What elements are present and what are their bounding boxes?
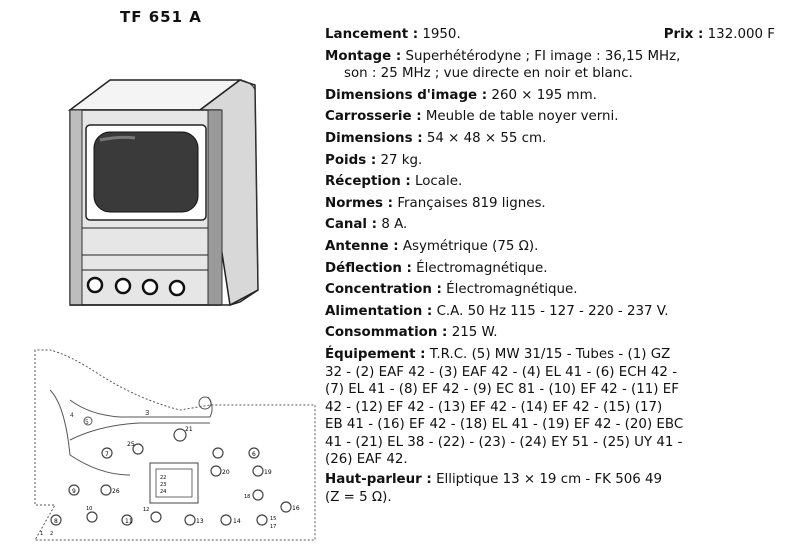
svg-text:19: 19 (264, 469, 272, 476)
svg-text:12: 12 (143, 507, 150, 513)
equipment-line: 41 - (21) EL 38 - (22) - (23) - (24) EY 51 - (25) UY 41 - (325, 434, 683, 450)
spec-label: Consommation : (325, 325, 448, 341)
equipment-line: T.R.C. (5) MW 31/15 - Tubes - (1) GZ (429, 346, 671, 362)
launch-label: Lancement : (325, 27, 419, 42)
equipment-line: 42 - (12) EF 42 - (13) EF 42 - (14) EF 42 - (15) (17) (325, 399, 663, 415)
svg-text:4: 4 (70, 412, 74, 419)
price-value: 132.000 F (707, 27, 775, 42)
speaker-line-1: Elliptique 13 × 19 cm - FK 506 49 (436, 472, 663, 488)
svg-text:10: 10 (86, 506, 93, 512)
svg-text:8: 8 (54, 518, 58, 525)
svg-text:26: 26 (112, 488, 120, 495)
spec-label: Déflection : (325, 260, 412, 276)
svg-text:2: 2 (50, 531, 54, 537)
svg-text:18: 18 (244, 494, 251, 500)
spec-value: Meuble de table noyer verni. (425, 109, 619, 125)
launch-row (325, 24, 775, 46)
spec-row-dimensions (325, 128, 775, 150)
spec-row-antenna (325, 236, 775, 258)
equipment-row (325, 346, 775, 469)
spec-label: Dimensions : (325, 130, 423, 146)
svg-text:3: 3 (145, 409, 150, 417)
svg-text:9: 9 (72, 488, 76, 495)
svg-text:24: 24 (160, 489, 167, 495)
svg-text:11: 11 (125, 518, 133, 525)
spec-label: Antenne : (325, 238, 399, 254)
model-title: TF 651 A (120, 8, 202, 26)
spec-value: Électromagnétique. (416, 260, 548, 276)
equipment-line: EB 41 - (16) EF 42 - (18) EL 41 - (19) EF 42 - (20) EBC (325, 417, 684, 433)
equipment-line: (26) EAF 42. (325, 452, 408, 468)
launch-value: 1950. (422, 27, 461, 42)
spec-label: Normes : (325, 195, 394, 211)
spec-row-channel (325, 214, 775, 236)
svg-text:7: 7 (105, 451, 109, 458)
spec-label: Alimentation : (325, 303, 433, 319)
svg-text:23: 23 (160, 482, 167, 488)
spec-label: Réception : (325, 174, 411, 190)
svg-text:15: 15 (270, 516, 277, 522)
spec-value: 260 × 195 mm. (491, 87, 597, 103)
spec-row-cabinet (325, 106, 775, 128)
spec-value: Électromagnétique. (446, 282, 578, 298)
equipment-line: (7) EL 41 - (8) EF 42 - (9) EC 81 - (10) EF 42 - (11) EF (325, 382, 679, 398)
svg-text:21: 21 (185, 426, 193, 433)
chassis-layout-diagram (30, 345, 320, 545)
spec-value: Locale. (415, 174, 463, 190)
spec-row-deflection (325, 258, 775, 280)
spec-value: Françaises 819 lignes. (397, 195, 546, 211)
spec-value: 54 × 48 × 55 cm. (426, 130, 547, 146)
montage-line-2: son : 25 MHz ; vue directe en noir et blanc. (344, 66, 633, 82)
svg-text:1: 1 (40, 531, 44, 537)
speaker-line-2: (Z = 5 Ω). (325, 489, 392, 505)
equipment-line: 32 - (2) EAF 42 - (3) EAF 42 - (4) EL 41 - (6) ECH 42 - (325, 364, 678, 380)
svg-text:20: 20 (222, 469, 230, 476)
svg-text:14: 14 (233, 518, 241, 525)
spec-label: Canal : (325, 217, 378, 233)
spec-row-consumption (325, 322, 775, 344)
svg-text:17: 17 (270, 524, 277, 530)
spec-label: Carrosserie : (325, 109, 422, 125)
specifications-block (325, 24, 775, 508)
equipment-label: Équipement : (325, 346, 426, 362)
spec-row-standards (325, 193, 775, 215)
svg-text:22: 22 (160, 475, 167, 481)
spec-value: Asymétrique (75 Ω). (402, 238, 539, 254)
spec-row-image-dimensions (325, 85, 775, 107)
price-label: Prix : (663, 27, 704, 42)
spec-row-focus (325, 279, 775, 301)
spec-label: Poids : (325, 152, 377, 168)
svg-text:5: 5 (85, 419, 89, 426)
spec-row-power-supply (325, 301, 775, 323)
spec-value: 8 A. (381, 217, 408, 233)
spec-value: 215 W. (451, 325, 498, 341)
spec-label: Dimensions d'image : (325, 87, 488, 103)
spec-value: 27 kg. (380, 152, 423, 168)
spec-row-weight (325, 150, 775, 172)
spec-label: Concentration : (325, 282, 442, 298)
speaker-label: Haut-parleur : (325, 472, 432, 488)
montage-label: Montage : (325, 48, 402, 64)
montage-line-1: Superhétérodyne ; FI image : 36,15 MHz, (405, 48, 681, 64)
spec-value: C.A. 50 Hz 115 - 127 - 220 - 237 V. (436, 303, 669, 319)
svg-text:16: 16 (292, 505, 300, 512)
svg-text:6: 6 (252, 451, 256, 458)
svg-text:13: 13 (196, 518, 204, 525)
spec-row-reception (325, 171, 775, 193)
montage-row (325, 48, 775, 83)
speaker-row (325, 471, 775, 506)
television-illustration (40, 40, 300, 320)
svg-text:25: 25 (127, 441, 135, 448)
